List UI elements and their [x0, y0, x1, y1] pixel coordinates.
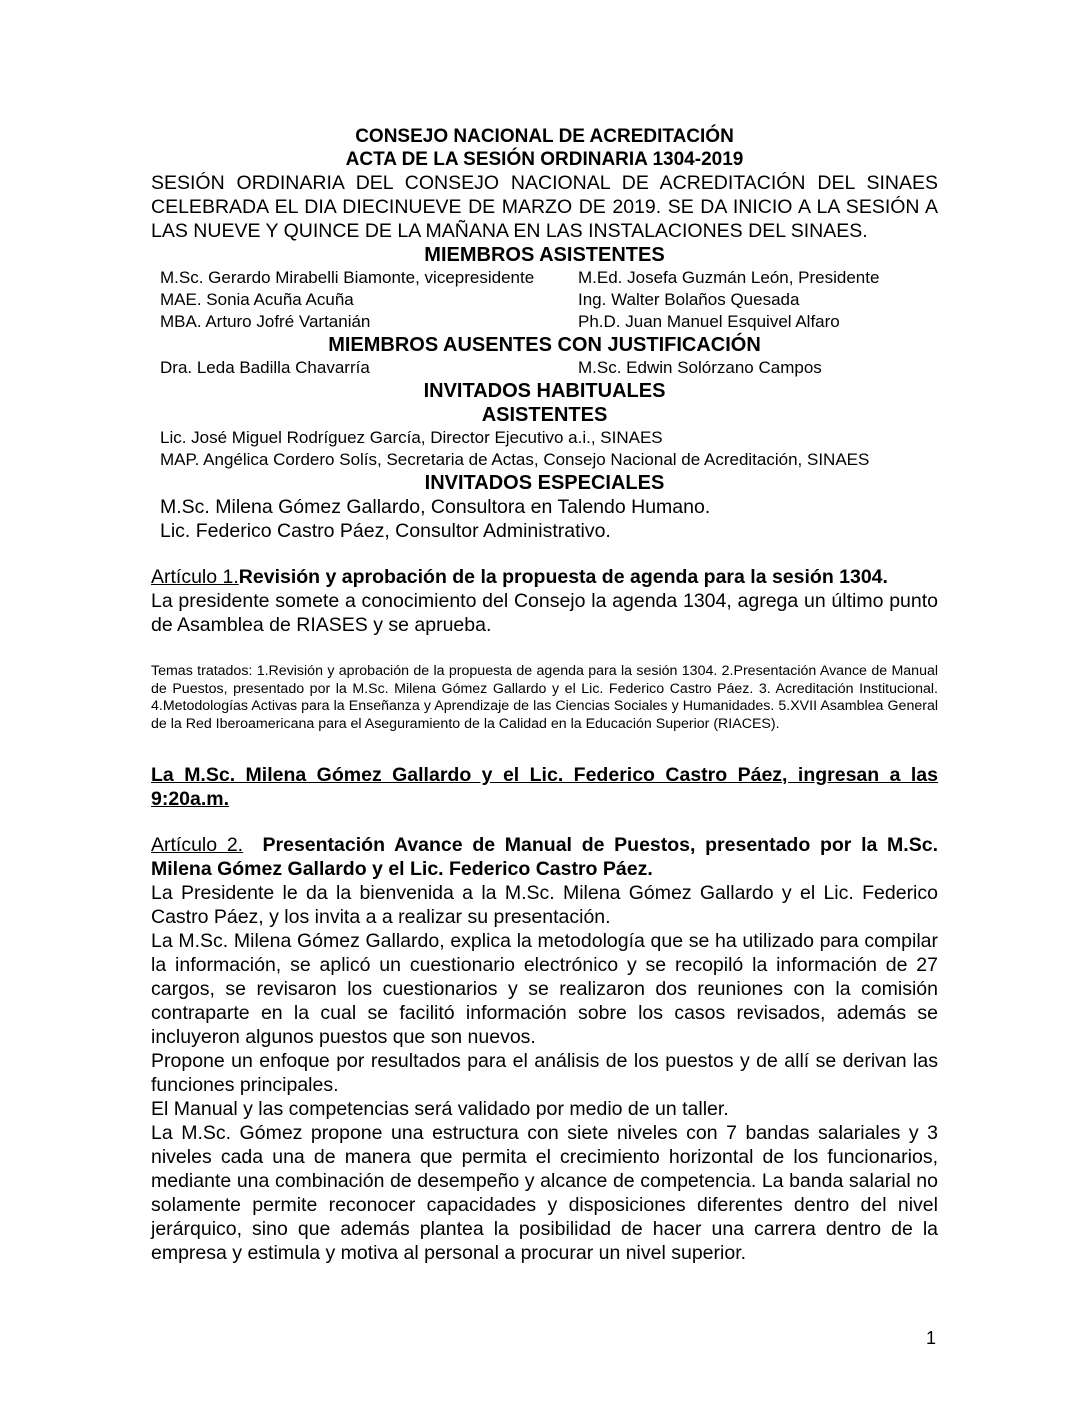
article-2-paragraph: El Manual y las competencias será validado por medio de un taller.: [151, 1098, 729, 1120]
members-row: [151, 311, 938, 333]
special-guest-item: Lic. Federico Castro Páez, Consultor Administrativo.: [160, 520, 611, 542]
usual-guest-item: MAP. Angélica Cordero Solís, Secretaria de Actas, Consejo Nacional de Acreditación, SINAES: [160, 450, 870, 469]
member-name: M.Sc. Gerardo Mirabelli Biamonte, vicepresidente: [160, 268, 535, 287]
member-name: MBA. Arturo Jofré Vartanián: [160, 312, 371, 331]
article-1-heading: [151, 565, 938, 589]
usual-guests-heading: INVITADOS HABITUALES: [423, 380, 666, 402]
article-2-paragraph: Propone un enfoque por resultados para el análisis de los puestos y de allí se derivan las funciones principales.: [151, 1050, 938, 1096]
member-name: M.Ed. Josefa Guzmán León, Presidente: [578, 268, 880, 287]
usual-guest-item: Lic. José Miguel Rodríguez García, Director Ejecutivo a.i., SINAES: [160, 428, 663, 447]
session-intro: SESIÓN ORDINARIA DEL CONSEJO NACIONAL DE ACREDITACIÓN DEL SINAES CELEBRADA EL DIA DIECINUEVE DE MARZO DE 2019. SE DA INICIO A LA SESIÓN A LAS NUEVE Y QUINCE DE LA MAÑANA EN LAS INSTALACIONES DEL SINAES.: [151, 172, 938, 242]
article-1-label: Artículo 1.: [151, 566, 239, 588]
article-2-heading: [151, 833, 944, 881]
topics-summary: Temas tratados: 1.Revisión y aprobación de la propuesta de agenda para la sesión 1304. 2.Presentación Avance de Manual de Puestos, presentado por la M.Sc. Milena Gómez Gallardo y el Lic. Federico Castro Páez. 3. Acreditación Institucional. 4.Metodologías Activas para la Enseñanza y Aprendizaje de las Ciencias Sociales y Humanidades. 5.XVII Asamblea General de la Red Iberoamericana para el Aseguramiento de la Calidad en la Educación Superior (RIACES).: [151, 663, 938, 732]
special-guests-heading: INVITADOS ESPECIALES: [424, 472, 665, 494]
member-name: Ing. Walter Bolaños Quesada: [578, 290, 800, 309]
member-name: Ph.D. Juan Manuel Esquivel Alfaro: [578, 312, 840, 331]
entry-note: La M.Sc. Milena Gómez Gallardo y el Lic. Federico Castro Páez, ingresan a las 9:20a.m.: [151, 764, 938, 810]
members-row: [151, 267, 938, 289]
absent-row: [151, 357, 938, 379]
article-2-title: Presentación Avance de Manual de Puestos, presentado por la M.Sc. Milena Gómez Gallardo y el Lic. Federico Castro Páez.: [151, 834, 944, 880]
absent-member-name: M.Sc. Edwin Solórzano Campos: [578, 358, 822, 377]
council-title: CONSEJO NACIONAL DE ACREDITACIÓN: [355, 126, 734, 147]
members-absent-heading: MIEMBROS AUSENTES CON JUSTIFICACIÓN: [328, 334, 761, 356]
article-2-label: Artículo 2.: [151, 834, 244, 856]
members-row: [151, 289, 938, 311]
article-1-text: La presidente somete a conocimiento del Consejo la agenda 1304, agrega un último punto de Asamblea de RIASES y se aprueba.: [151, 590, 938, 636]
article-2-paragraph: La Presidente le da la bienvenida a la M.Sc. Milena Gómez Gallardo y el Lic. Federico Castro Páez, y los invita a a realizar su presentación.: [151, 882, 938, 928]
members-present-heading: MIEMBROS ASISTENTES: [424, 244, 665, 266]
special-guest-item: M.Sc. Milena Gómez Gallardo, Consultora en Talendo Humano.: [160, 496, 711, 518]
special-guests-list: [151, 495, 938, 543]
article-2-paragraph: La M.Sc. Gómez propone una estructura con siete niveles con 7 bandas salariales y 3 niveles cada una de manera que permita el crecimiento horizontal de los funcionarios, mediante una combinación de desempeño y alcance de competencia. La banda salarial no solamente permite reconocer capacidades y disposiciones diferentes dentro del nivel jerárquico, sino que además plantea la posibilidad de hacer una carrera dentro de la empresa y estimula y motiva al personal a procurar un nivel superior.: [151, 1122, 938, 1264]
member-name: MAE. Sonia Acuña Acuña: [160, 290, 354, 309]
article-2-paragraph: La M.Sc. Milena Gómez Gallardo, explica la metodología que se ha utilizado para compilar la información, se aplicó un cuestionario electrónico y se recopiló la información de 27 cargos, se revisaron los cuestionarios y se realizaron dos reuniones con la comisión contraparte en la cual se facilitó información sobre los casos revisados, además se incluyeron algunos puestos que son nuevos.: [151, 930, 938, 1048]
article-1-title: Revisión y aprobación de la propuesta de agenda para la sesión 1304.: [238, 566, 888, 588]
document-body: [151, 125, 944, 1265]
absent-member-name: Dra. Leda Badilla Chavarría: [160, 358, 370, 377]
page-number: 1: [926, 1328, 937, 1348]
minutes-title: ACTA DE LA SESIÓN ORDINARIA 1304-2019: [345, 149, 744, 170]
attendees-subheading: ASISTENTES: [481, 404, 608, 426]
